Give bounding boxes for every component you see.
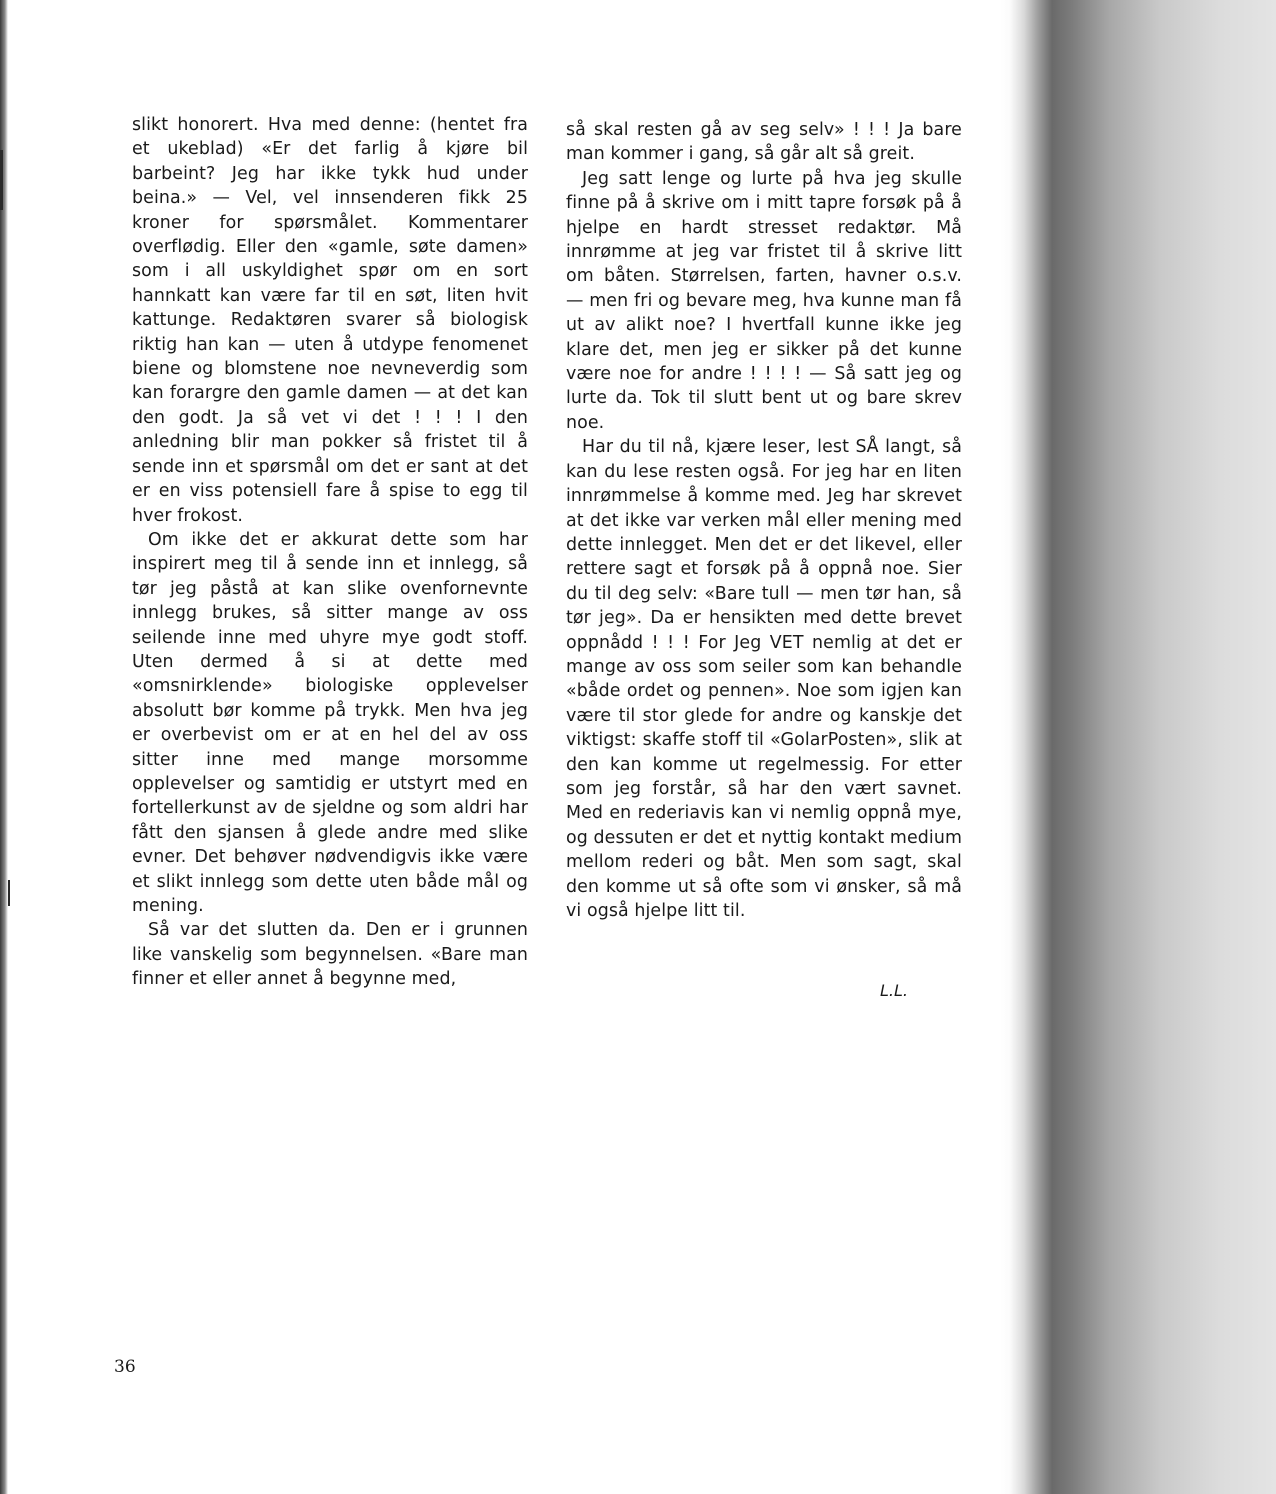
author-signature: L.L. <box>880 981 908 1000</box>
page-left-edge-shadow <box>0 0 8 1494</box>
left-text-column <box>132 113 528 992</box>
scan-edge-mark <box>0 150 3 210</box>
paragraph: Jeg satt lenge og lurte på hva jeg skulle finne på å skrive om i mitt tapre forsøk på å hjelpe en hardt stresset redaktør. Må innrømme at jeg var fristet til å skrive litt om båten. Størrelsen, farten, havner o.s.v. — men fri og bevare meg, hva kunne man få ut av alikt noe? I hvertfall kunne ikke jeg klare det, men jeg er sikker på det kunne være noe for andre ! ! ! ! — Så satt jeg og lurte da. Tok til slutt bent ut og bare skrev noe. <box>566 168 962 433</box>
book-spine-shadow <box>1000 0 1276 1494</box>
paragraph: så skal resten gå av seg selv» ! ! ! Ja bare man kommer i gang, så går alt så greit. <box>566 120 962 165</box>
scan-edge-mark <box>8 880 10 906</box>
paragraph: Så var det slutten da. Den er i grunnen like vanskelig som begynnelsen. «Bare man finner et eller annet å begynne med, <box>132 920 528 990</box>
paragraph: Har du til nå, kjære leser, lest SÅ langt, så kan du lese resten også. For jeg har en liten innrømmelse å komme med. Jeg har skrevet at det ikke var verken mål eller mening med dette innlegget. Men det er det likevel, eller rettere sagt et forsøk på å oppnå noe. Sier du til deg selv: «Bare tull — men tør han, så tør jeg». Da er hensikten med dette brevet oppnådd ! ! ! For Jeg VET nemlig at det er mange av oss som seiler som kan behandle «både ordet og pennen». Noe som igjen kan være til stor glede for andre og kanskje det viktigst: skaffe stoff til «GolarPosten», slik at den kan komme ut regelmessig. For etter som jeg forstår, så har den vært savnet. Med en rederiavis kan vi nemlig oppnå mye, og dessuten er det et nyttig kontakt medium mellom rederi og båt. Men som sagt, skal den komme ut så ofte som vi ønsker, så må vi også hjelpe litt til. <box>566 437 962 921</box>
paragraph: slikt honorert. Hva med denne: (hentet fra et ukeblad) «Er det farlig å kjøre bil barbeint? Jeg har ikke tykk hud under beina.» — Vel, vel innsenderen fikk 25 kroner for spørsmålet. Kommentarer overflødig. Eller den «gamle, søte damen» som i all uskyldighet spør om en sort hannkatt kan være far til en søt, liten hvit kattunge. Redaktøren svarer så biologisk riktig han kan — uten å utdype fenomenet biene og blomstene noe nevneverdig som kan forargre den gamle damen — at det kan den godt. Ja så vet vi det ! ! ! I den anledning blir man pokker så fristet til å sende inn et spørsmål om det er sant at det er en viss potensiell fare å spise to egg til hver frokost. <box>132 115 528 526</box>
right-text-column <box>566 118 962 923</box>
page-number: 36 <box>114 1357 136 1377</box>
paragraph: Om ikke det er akkurat dette som har inspirert meg til å sende inn et innlegg, så tør jeg påstå at kan slike ovenfornevnte innlegg brukes, så sitter mange av oss seilende inne med uhyre mye godt stoff. Uten dermed å si at dette med «omsnirklende» biologiske opplevelser absolutt bør komme på trykk. Men hva jeg er overbevist om er at en hel del av oss sitter inne med mange morsomme opplevelser og samtidig er utstyrt med en fortellerkunst av de sjeldne og som aldri har fått den sjansen å glede andre med slike evner. Det behøver nødvendigvis ikke være et slikt innlegg som dette uten både mål og mening. <box>132 529 528 916</box>
